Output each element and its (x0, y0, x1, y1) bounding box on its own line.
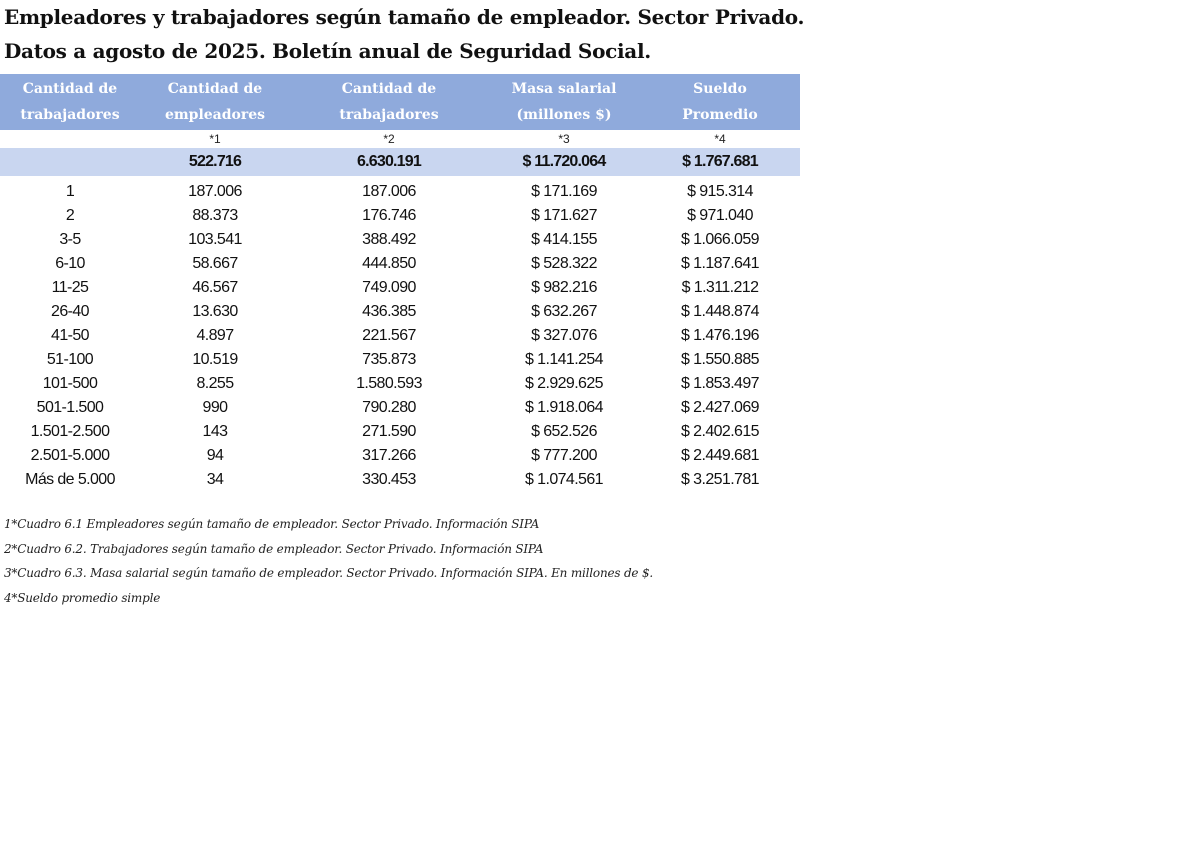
table-cell: 501-1.500 (36, 399, 104, 416)
footnote: 1*Cuadro 6.1 Empleadores según tamaño de empleador. Sector Privado. Información SIPA (4, 517, 540, 531)
table-cell: $ 915.314 (687, 183, 753, 200)
table-cell: $ 528.322 (531, 255, 597, 272)
table-cell: $ 1.476.196 (681, 327, 759, 344)
table-row (0, 396, 800, 420)
table-cell: 990 (202, 399, 228, 416)
table-cell: 101-500 (42, 375, 98, 392)
table-cell: $ 3.251.781 (681, 471, 759, 488)
table-row (0, 420, 800, 444)
table-cell: $ 1.066.059 (681, 231, 759, 248)
table-cell: $ 171.169 (531, 183, 597, 200)
table-cell: 41-50 (51, 327, 89, 344)
table-cell: $ 2.929.625 (525, 375, 603, 392)
table-cell: $ 1.853.497 (681, 375, 759, 392)
total-row (0, 148, 800, 176)
table-row (0, 276, 800, 300)
table-cell: 6-10 (55, 255, 85, 272)
table-cell: $ 2.449.681 (681, 447, 759, 464)
table-body (0, 180, 800, 492)
table-cell: 2 (65, 207, 75, 224)
table-row (0, 204, 800, 228)
header-workers: Cantidad de trabajadores (339, 81, 439, 123)
total-cell: 6.630.191 (357, 153, 421, 170)
header-avg-salary: Sueldo Promedio (682, 81, 758, 123)
table-cell: 51-100 (46, 351, 94, 368)
table-cell: 8.255 (196, 375, 234, 392)
note-markers-row (0, 130, 800, 148)
table-cell: $ 2.402.615 (681, 423, 759, 440)
document-title (4, 0, 804, 68)
table-cell: 436.385 (362, 303, 416, 320)
table-cell: 1.501-2.500 (30, 423, 110, 440)
table-cell: $ 652.526 (531, 423, 597, 440)
table-cell: 735.873 (362, 351, 416, 368)
table-cell: 271.590 (362, 423, 416, 440)
table-cell: 221.567 (362, 327, 416, 344)
table-row (0, 228, 800, 252)
table-cell: 749.090 (362, 279, 416, 296)
table-cell: 10.519 (192, 351, 238, 368)
table-row (0, 444, 800, 468)
table-cell: 444.850 (362, 255, 416, 272)
table-cell: 317.266 (362, 447, 416, 464)
note-marker: *3 (558, 132, 570, 146)
table-cell: 330.453 (362, 471, 416, 488)
table-cell: 26-40 (51, 303, 89, 320)
table-cell: 790.280 (362, 399, 416, 416)
footnote: 3*Cuadro 6.3. Masa salarial según tamaño de empleador. Sector Privado. Información SIPA. En millones de $. (4, 566, 653, 580)
table-cell: 103.541 (188, 231, 242, 248)
footnote: 4*Sueldo promedio simple (4, 590, 161, 605)
table-cell: 176.746 (362, 207, 416, 224)
data-table (0, 74, 800, 492)
table-cell: 4.897 (196, 327, 234, 344)
table-cell: $ 1.918.064 (525, 399, 603, 416)
table-cell: $ 414.155 (531, 231, 597, 248)
table-cell: 187.006 (362, 183, 416, 200)
table-cell: $ 1.074.561 (525, 471, 603, 488)
table-cell: 3-5 (59, 231, 81, 248)
table-cell: 11-25 (51, 279, 89, 296)
note-marker: *2 (383, 132, 395, 146)
table-cell: $ 171.627 (531, 207, 597, 224)
table-cell: $ 1.448.874 (681, 303, 759, 320)
table-cell: 58.667 (192, 255, 238, 272)
note-marker: *1 (209, 132, 221, 146)
table-row (0, 372, 800, 396)
table-header-row (0, 74, 800, 130)
table-row (0, 300, 800, 324)
table-cell: $ 777.200 (531, 447, 597, 464)
total-cell: $ 1.767.681 (682, 153, 758, 170)
table-cell: $ 1.141.254 (525, 351, 603, 368)
table-cell: 143 (202, 423, 228, 440)
table-row (0, 348, 800, 372)
title-line-1: Empleadores y trabajadores según tamaño de empleador. Sector Privado. (4, 5, 805, 29)
table-cell: $ 971.040 (687, 207, 753, 224)
table-cell: 13.630 (192, 303, 238, 320)
footnotes (4, 512, 653, 610)
table-cell: 1.580.593 (356, 375, 422, 392)
table-row (0, 468, 800, 492)
table-cell: Más de 5.000 (25, 471, 115, 488)
table-cell: 388.492 (362, 231, 416, 248)
table-cell: 34 (206, 471, 224, 488)
title-line-2: Datos a agosto de 2025. Boletín anual de Seguridad Social. (4, 39, 651, 63)
header-payroll: Masa salarial (millones $) (511, 81, 617, 123)
table-cell: $ 982.216 (531, 279, 597, 296)
footnote: 2*Cuadro 6.2. Trabajadores según tamaño de empleador. Sector Privado. Información SIPA (4, 541, 544, 556)
table-cell: $ 2.427.069 (681, 399, 759, 416)
table-cell: $ 1.550.885 (681, 351, 759, 368)
header-size-range: Cantidad de trabajadores (20, 81, 120, 123)
table-cell: 88.373 (192, 207, 238, 224)
table-row (0, 180, 800, 204)
table-cell: $ 632.267 (531, 303, 597, 320)
total-cell (0, 148, 140, 176)
table-row (0, 324, 800, 348)
table-cell: $ 327.076 (531, 327, 597, 344)
table-cell: 1 (65, 183, 75, 200)
table-cell: 187.006 (188, 183, 242, 200)
table-cell: $ 1.187.641 (681, 255, 759, 272)
total-cell: 522.716 (188, 153, 242, 170)
table-cell: 94 (206, 447, 224, 464)
note-marker: *4 (714, 132, 726, 146)
table-cell: 46.567 (192, 279, 238, 296)
note-marker (0, 130, 140, 148)
table-cell: $ 1.311.212 (681, 279, 759, 296)
table-cell: 2.501-5.000 (30, 447, 110, 464)
total-cell: $ 11.720.064 (522, 153, 606, 170)
table-row (0, 252, 800, 276)
header-employers: Cantidad de empleadores (164, 81, 266, 123)
